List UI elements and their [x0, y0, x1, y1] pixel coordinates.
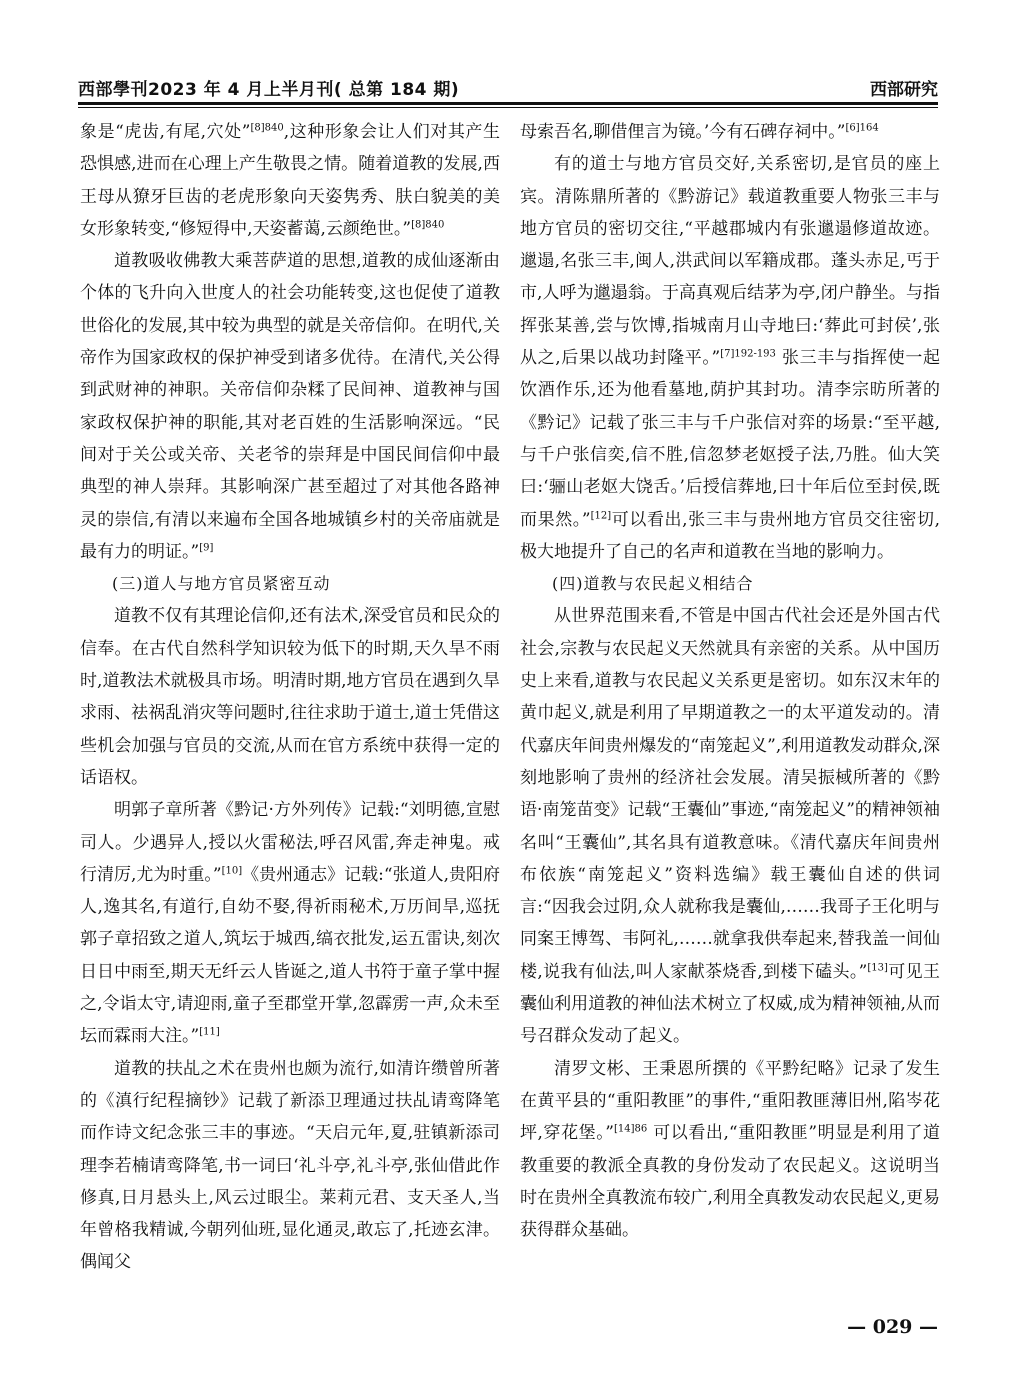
citation-marker: [6]164 [845, 122, 879, 134]
citation-marker: [13] [867, 962, 888, 974]
paragraph [80, 116, 500, 245]
paragraph-text: 有的道士与地方官员交好,关系密切,是官员的座上宾。清陈鼎所著的《黔游记》载道教重要人物张三丰与地方官员的密切交往,“平越郡城内有张邋遢修道故迹。邋遢,名张三丰,闽人,洪武间以军籍成郡。蓬头赤足,丐于市,人呼为邋遢翁。于高真观后结茅为亭,闭户静坐。与指挥张某善,尝与饮博,指城南月山寺地曰:‘葬此可封侯’,张从之,后果以战功封隆平。” [520, 154, 940, 369]
paragraph [520, 116, 940, 148]
paragraph-text: ,这种形象会让人们对其产生恐惧感,进而在心理上产生敬畏之情。随着道教的发展,西王母从獠牙巨齿的老虎形象向天姿隽秀、肤白貌美的美女形象转变,“修短得中,天姿蓄蔼,云颜绝世。” [80, 122, 500, 239]
running-header [78, 70, 938, 100]
paragraph-text: 明郭子章所著《黔记·方外列传》记载:“刘明德,宣慰司人。少遇异人,授以火雷秘法,呼召风雷,奔走神鬼。戒行清厉,尤为时重。” [80, 800, 500, 885]
paragraph-text: 《贵州通志》记载:“张道人,贵阳府人,逸其名,有道行,自幼不娶,得祈雨秘术,万历间旱,巡抚郭子章招致之道人,筑坛于城西,缟衣批发,运五雷诀,刻次日日中雨至,期天无纤云人皆诞之,道人书符于童子掌中握之,令诣太守,请迎雨,童子至郡堂开掌,忽霹雳一声,众未至坛而霖雨大注。” [80, 864, 500, 1047]
journal-issue-label: 西部學刊2023 年 4 月上半月刊( 总第 184 期) [78, 80, 460, 100]
paragraph-text: 从世界范围来看,不管是中国古代社会还是外国古代社会,宗教与农民起义天然就具有亲密的关系。从中国历史上来看,道教与农民起义关系更是密切。如东汉末年的黄巾起义,就是利用了早期道教之一的太平道发动的。清代嘉庆年间贵州爆发的“南笼起义”,利用道教发动群众,深刻地影响了贵州的经济社会发展。清吴振棫所著的《黔语·南笼苗变》记载“王囊仙”事迹,“南笼起义”的精神领袖名叫“王囊仙”,其名具有道教意味。《清代嘉庆年间贵州布依族“南笼起义”资料选编》载王囊仙自述的供词言:“因我会过阴,众人就称我是囊仙,……我哥子王化明与同案王博驾、韦阿礼,……就拿我供奉起来,替我盖一间仙楼,说我有仙法,叫人家献茶烧香,到楼下磕头。” [520, 606, 940, 982]
section-heading: (三)道人与地方官员紧密互动 [112, 574, 331, 594]
paragraph-text: 张三丰与指挥使一起饮酒作乐,还为他看墓地,荫护其封功。清李宗昉所著的《黔记》记载了张三丰与千户张信对弈的场景:“至平越,与千户张信奕,信不胜,信忽梦老妪授子法,乃胜。仙大笑曰:‘骊山老妪大饶舌。’后授信葬地,曰十年后位至封侯,既而果然。” [520, 348, 940, 530]
section-label: 西部研究 [870, 80, 938, 100]
paragraph-text: 可以看出,张三丰与贵州地方官员交往密切,极大地提升了自己的名声和道教在当地的影响力。 [520, 509, 940, 562]
citation-marker: [11] [199, 1026, 220, 1038]
page-number: — 029 — [847, 1316, 938, 1338]
paragraph [520, 600, 940, 1052]
paragraph [80, 245, 500, 568]
paragraph [80, 794, 500, 1052]
paragraph-text: 道教不仅有其理论信仰,还有法术,深受官员和民众的信奉。在古代自然科学知识较为低下的时期,天久旱不雨时,道教法术就极具市场。明清时期,地方官员在遇到久旱求雨、祛祸乱消灾等问题时,往往求助于道士,道士凭借这些机会加强与官员的交流,从而在官方系统中获得一定的话语权。 [80, 606, 500, 788]
citation-marker: [10] [221, 865, 243, 877]
section-heading: (四)道教与农民起义相结合 [552, 574, 754, 594]
paragraph-text: 可见王囊仙利用道教的神仙法术树立了权威,成为精神领袖,从而号召群众发动了起义。 [520, 961, 941, 1047]
citation-marker: [14]86 [613, 1123, 648, 1135]
paragraph-text: 象是“虎齿,有尾,穴处” [80, 122, 251, 142]
paragraph [520, 148, 940, 568]
paragraph [80, 600, 500, 794]
citation-marker: [8]840 [411, 219, 445, 231]
paragraph [80, 1053, 500, 1279]
paragraph-text: 可以看出,“重阳教匪”明显是利用了道教重要的教派全真教的身份发动了农民起义。这说明当时在贵州全真教流布较广,利用全真教发动农民起义,更易获得群众基础。 [520, 1123, 940, 1241]
citation-marker: [9] [199, 542, 214, 554]
paragraph-text: 道教的扶乩之术在贵州也颇为流行,如清许缵曾所著的《滇行纪程摘钞》记载了新添卫理通过扶乩请鸾降笔而作诗文纪念张三丰的事迹。“天启元年,夏,驻镇新添司理李若楠请鸾降笔,书一词曰‘礼斗亭,礼斗亭,张仙借此作修真,日月悬头上,风云过眼尘。莱莉元君、支天圣人,当年曾格我精诚,今朝列仙班,显化通灵,敢忘了,托迹玄津。偶闻父 [80, 1058, 500, 1273]
paragraph-text: 道教吸收佛教大乘菩萨道的思想,道教的成仙逐渐由个体的飞升向入世度人的社会功能转变,这也促使了道教世俗化的发展,其中较为典型的就是关帝信仰。在明代,关帝作为国家政权的保护神受到诸多优待。在清代,关公得到武财神的神职。关帝信仰杂糅了民间神、道教神与国家政权保护神的职能,其对老百姓的生活影响深远。“民间对于关公或关帝、关老爷的崇拜是中国民间信仰中最典型的神人崇拜。其影响深广甚至超过了对其他各路神灵的崇信,有清以来遍布全国各地城镇乡村的关帝庙就是最有力的明证。” [80, 251, 500, 562]
paragraph-text: 清罗文彬、王秉恩所撰的《平黔纪略》记录了发生在黄平县的“重阳教匪”的事件,“重阳教匪薄旧州,陷岑花坪,穿花堡。” [520, 1058, 940, 1144]
right-column [520, 116, 940, 1246]
citation-marker: [8]840 [250, 122, 284, 134]
paragraph-text: 母索吾名,聊借俚言为镜。’今有石碑存祠中。” [520, 122, 846, 142]
citation-marker: [12] [590, 509, 612, 521]
header-rule-thin [78, 107, 938, 108]
paragraph [520, 1053, 940, 1247]
left-column [80, 116, 500, 1279]
header-rule-thick [78, 102, 938, 105]
citation-marker: [7]192-193 [720, 348, 776, 360]
